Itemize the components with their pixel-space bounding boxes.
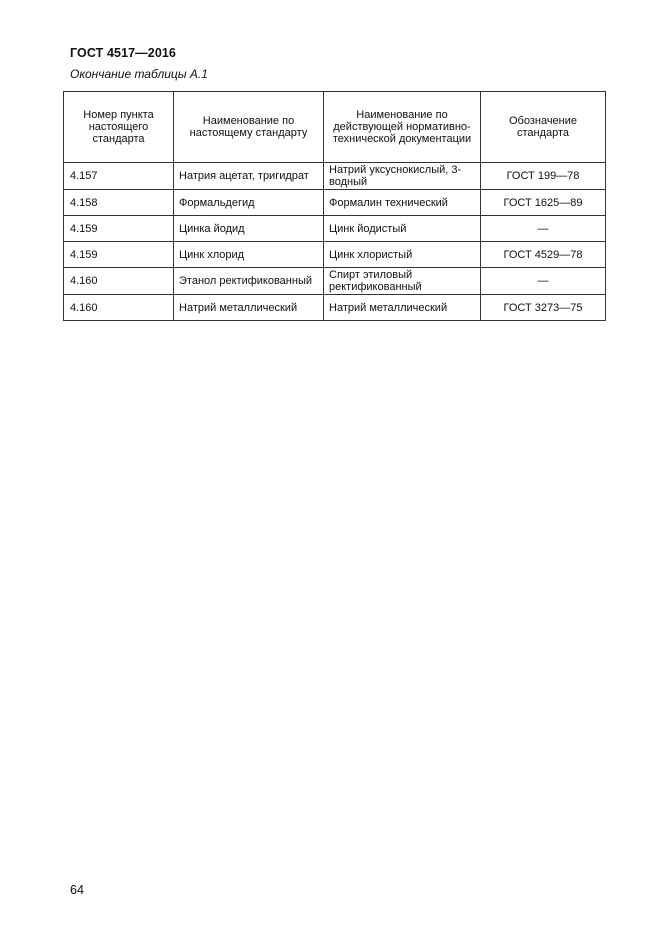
table-header	[64, 92, 606, 163]
cell-name: Формальдегид	[174, 190, 324, 216]
cell-clause: 4.160	[64, 295, 174, 321]
cell-name: Этанол ректификованный	[174, 268, 324, 295]
cell-clause: 4.160	[64, 268, 174, 295]
table-row	[64, 216, 606, 242]
cell-clause: 4.159	[64, 242, 174, 268]
page-number: 64	[70, 883, 84, 897]
cell-standard: —	[481, 216, 606, 242]
table-caption: Окончание таблицы А.1	[70, 67, 208, 81]
cell-doc-name: Спирт этиловый ректификованный	[324, 268, 481, 295]
standards-table	[63, 91, 606, 321]
cell-clause: 4.157	[64, 163, 174, 190]
table-row	[64, 295, 606, 321]
cell-doc-name: Натрий металлический	[324, 295, 481, 321]
cell-clause: 4.158	[64, 190, 174, 216]
cell-standard: ГОСТ 199—78	[481, 163, 606, 190]
cell-standard: —	[481, 268, 606, 295]
table-header-row	[64, 92, 606, 163]
column-header-name: Наименование по настоящему стандарту	[174, 92, 324, 163]
cell-name: Цинка йодид	[174, 216, 324, 242]
table-row	[64, 163, 606, 190]
cell-name: Натрий металлический	[174, 295, 324, 321]
cell-name: Натрия ацетат, тригидрат	[174, 163, 324, 190]
cell-doc-name: Формалин технический	[324, 190, 481, 216]
column-header-clause: Номер пункта настоящего стандарта	[64, 92, 174, 163]
cell-doc-name: Цинк йодистый	[324, 216, 481, 242]
column-header-standard: Обозначение стандарта	[481, 92, 606, 163]
cell-standard: ГОСТ 4529—78	[481, 242, 606, 268]
cell-clause: 4.159	[64, 216, 174, 242]
cell-name: Цинк хлорид	[174, 242, 324, 268]
document-code: ГОСТ 4517—2016	[70, 46, 176, 60]
cell-standard: ГОСТ 3273—75	[481, 295, 606, 321]
table-body	[64, 163, 606, 321]
cell-standard: ГОСТ 1625—89	[481, 190, 606, 216]
table-row	[64, 268, 606, 295]
table-row	[64, 190, 606, 216]
cell-doc-name: Цинк хлористый	[324, 242, 481, 268]
column-header-doc-name: Наименование по действующей нормативно-технической документации	[324, 92, 481, 163]
cell-doc-name: Натрий уксуснокислый, 3-водный	[324, 163, 481, 190]
table-row	[64, 242, 606, 268]
